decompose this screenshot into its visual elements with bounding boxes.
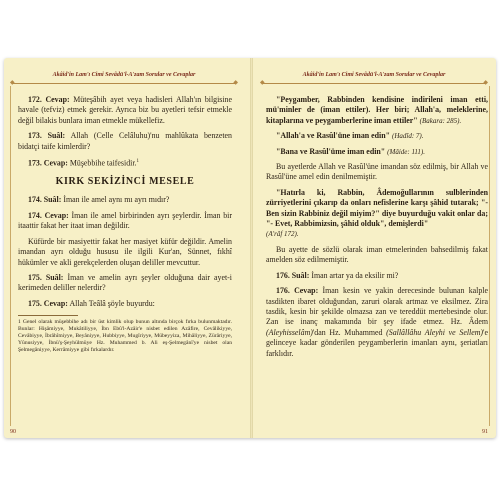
paragraph-between: Bu ayetlerde Allah ve Rasûl'üne imandan söz edilmiş, bir Allah ve Rasûl'üne amel edin denilmemiştir. <box>266 162 488 182</box>
left-margin-line <box>10 86 11 426</box>
question-174: 174. Suâl: İman ile amel aynı mı ayrı mıdır? <box>28 195 170 205</box>
question-175: 175. Suâl: İman ve amelin ayrı şeyler olduğuna dair ayet-i kerimeden deliller nelerdir? <box>18 272 232 293</box>
left-page-text <box>18 95 232 354</box>
question-173: 173. Suâl: Allah (Celle Celâluhu)'nu mahlûkata benzeten bidatçi taife kimlerdir? <box>18 131 233 151</box>
answer-176: 176. Cevap: İman kesin ve yakin derecesinde bulunan kalple tasdikten ibaret olduğundan, zaruri olarak artmaz ve eksilmez. Zira tasdik, kesin bir şekilde olmazsa zan ve tereddüt mertebesinde olur. Zan ise inanç makamında bir şey ifade etmez. Hz. Âdem (Aleyhisselâm)'dan Hz. Muhammed (Sallâllâhu Aleyhi ve Sellem)'e gelinceye kadar gönderilen peygamberlerin imanları aynı, şeriatları farklıdır. <box>266 286 488 358</box>
quote-araf: "Hatırla ki, Rabbin, Âdemoğullarının sulblerinden zürriyetlerini çıkarıp da onları nefislerine karşı şâhid tutarak; "-Ben sizin Rabbiniz değil miyim?" diye buyurduğu vakit onlar da; "- Evet, Rabbimizsin, şâhid olduk", demişlerdi" (A'râf 172). <box>266 187 488 239</box>
section-title: KIRK SEKİZİNCİ MESELE <box>55 176 195 188</box>
right-page-number: 91 <box>482 429 488 435</box>
right-margin-line <box>489 86 490 426</box>
question-176: 176. Suâl: İman artar ya da eksilir mi? <box>276 270 399 280</box>
footnote: 1 Genel olarak müşebbihe adı bir üst kimlik olup bunun altında birçok fırka bulunmaktadır. Bunlar: Hişâmiyye, Mukâtiliyye, İbn Ebû'l-Azâir'e nisbet edilen Azâfire, Cevâlikiyye, Cevâbiyye, İbrâhîmiyye, Beyâniyye, Hubbiyye, Mugîriyye, Mübeyyiza, Mihâliyye, Zürâriyye, Yûnusiyye, İbnü'ş-Şeyhülmüye Hz. Muhammed b. Ali eş-Şelmegânî'ye nisbet olan Şelmegâniyye, Kerrâmiyye gibi fırkalardır. <box>18 319 232 354</box>
left-page-number: 90 <box>10 429 16 435</box>
right-page <box>254 58 494 438</box>
answer-172: 172. Cevap: Müteşâbih ayet veya hadisleri Allah'ın bilgisine havale (tefviz) etmek gerekir. Ayrıca biz bu ayetleri tefsir etmekle değil bilakis bunlara iman etmekle mükellefiz. <box>18 95 233 125</box>
paragraph-after: Bu ayette de sözlü olarak iman etmelerinden bahsedilmiş fakat amelden söz edilmemiştir. <box>266 244 488 265</box>
answer-173: 173. Cevap: Müşebbihe taifesidir.$^1$ <box>28 158 139 168</box>
quote-maide: "Bana ve Rasûl'üme iman edin" (Mâide: 111). <box>276 146 425 156</box>
quote-bakara: "Peygamber, Rabbinden kendisine indirileni iman etti, mü'minler de (iman ettiler). Her biri; Allah'a, meleklerine, kitaplarına ve peygamberlerine iman ettiler" (Bakara: 285). <box>266 95 488 125</box>
answer-175: 175. Cevap: Allah Teâlâ şöyle buyurdu: <box>28 298 155 308</box>
right-page-text <box>266 95 488 364</box>
right-running-head: Akâid'in Lam'ı Cimi Sevâdü'l-A'zam Sorular ve Cevaplar <box>302 72 446 78</box>
paragraph-kufur: Küfürde bir masiyettir fakat her masiyet küfür değildir. Amelin imandan ayrı olduğu hususu ile ilgili Kur'an, Sünnet, fıkhî hükümler ve akli gerekçelerden oluşan deliller mevcuttur. <box>18 236 232 267</box>
book-gutter <box>250 58 253 438</box>
left-page <box>4 58 244 438</box>
right-header-rule <box>262 83 486 84</box>
answer-174: 174. Cevap: İman ile amel birbirinden ayrı şeylerdir. İman bir itaattir fakat her itaat iman değildir. <box>18 210 232 231</box>
left-running-head: Akâid'in Lam'ı Cimi Sevâdü'l-A'zam Sorular ve Cevaplar <box>52 72 196 78</box>
footnote-rule <box>18 315 78 316</box>
left-header-rule <box>12 83 236 84</box>
book-spread <box>4 58 496 438</box>
quote-hadid: "Allah'a ve Rasûl'üne iman edin" (Hadîd: 7). <box>276 131 424 141</box>
